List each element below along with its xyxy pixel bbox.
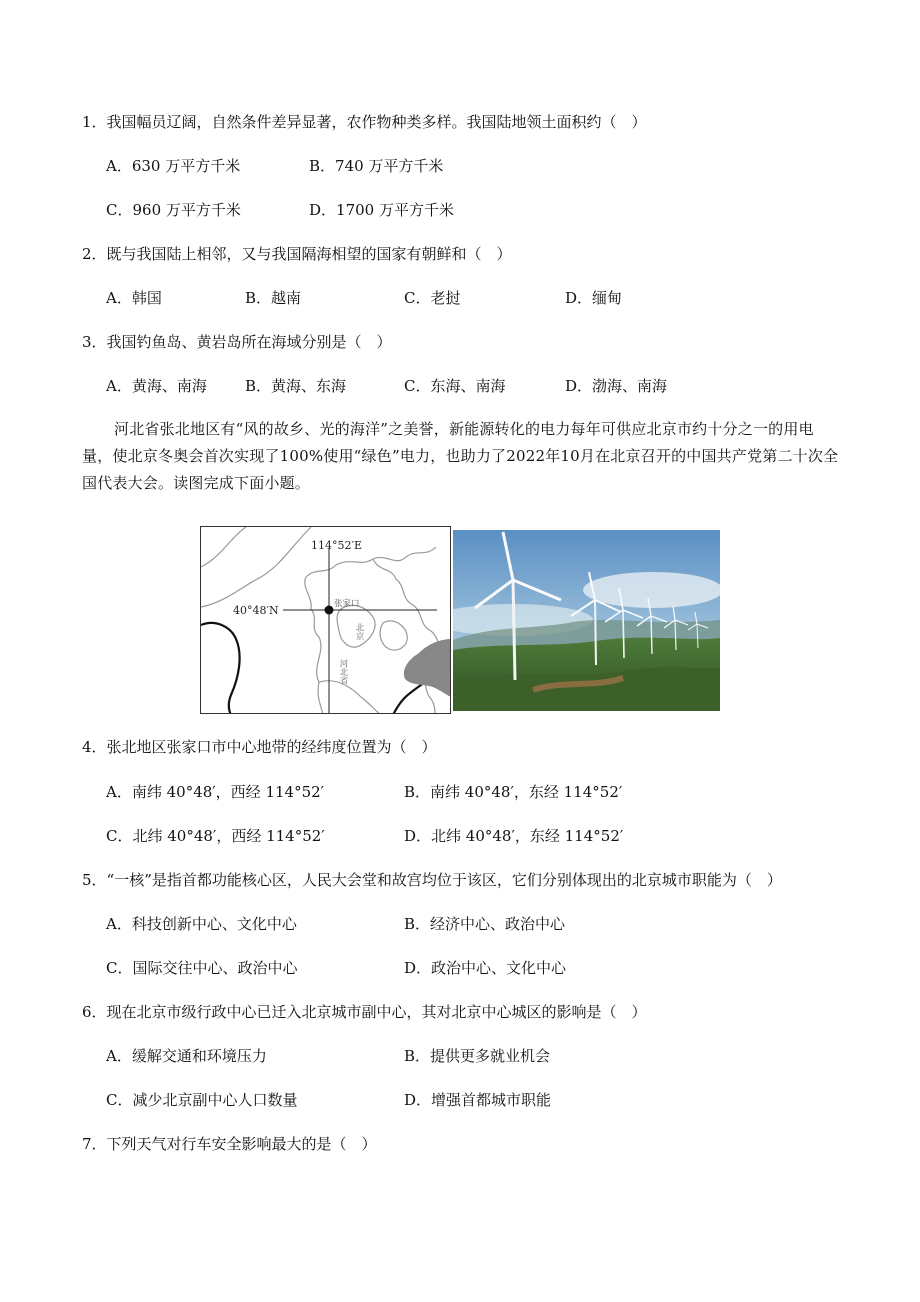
zhangjiakou-map: [200, 526, 451, 714]
question-stem: “一核”是指首都功能核心区，人民大会堂和故宫均位于该区，它们分别体现出的北京城市职能为（ ）: [106, 871, 782, 889]
latitude-label: 40°48′N: [233, 604, 279, 617]
wind-farm-photo: [453, 530, 720, 711]
city-label: 张家口: [334, 599, 360, 609]
option-5c[interactable]: C．国际交往中心、政治中心: [106, 959, 298, 977]
option-6a[interactable]: A．缓解交通和环境压力: [106, 1047, 267, 1065]
question-3: [82, 332, 392, 352]
option-6c[interactable]: C．减少北京副中心人口数量: [106, 1091, 298, 1109]
map-svg: [201, 527, 451, 714]
option-5a[interactable]: A．科技创新中心、文化中心: [106, 915, 297, 933]
option-6d[interactable]: D．增强首都城市职能: [404, 1091, 552, 1109]
beijing-label: 北京: [354, 623, 364, 640]
question-stem: 下列天气对行车安全影响最大的是（ ）: [106, 1135, 377, 1153]
question-number: 3．: [82, 333, 107, 351]
city-point: [325, 606, 334, 615]
option-4a[interactable]: A．南纬 40°48′，西经 114°52′: [106, 783, 325, 801]
question-stem: 现在北京市级行政中心已迁入北京城市副中心，其对北京中心城区的影响是（ ）: [106, 1003, 647, 1021]
option-4c[interactable]: C．北纬 40°48′，西经 114°52′: [106, 827, 325, 845]
question-number: 7．: [82, 1135, 107, 1153]
option-5d[interactable]: D．政治中心、文化中心: [404, 959, 567, 977]
option-5b[interactable]: B．经济中心、政治中心: [404, 915, 566, 933]
question-5: [82, 870, 782, 890]
option-1d[interactable]: D．1700 万平方千米: [309, 201, 454, 219]
reading-passage: 河北省张北地区有“风的故乡、光的海洋”之美誉，新能源转化的电力每年可供应北京市约十分之一的用电量，使北京冬奥会首次实现了100%使用“绿色”电力，也助力了2022年10月在北京召开的中国共产党第二十次全国代表大会。读图完成下面小题。: [82, 420, 839, 492]
question-7: [82, 1134, 377, 1154]
option-1a[interactable]: A．630 万平方千米: [106, 157, 241, 175]
question-6: [82, 1002, 647, 1022]
question-stem: 张北地区张家口市中心地带的经纬度位置为（ ）: [106, 738, 437, 756]
question-2: [82, 244, 512, 264]
question-number: 5．: [82, 871, 107, 889]
question-1: [82, 112, 647, 132]
question-stem: 我国钓鱼岛、黄岩岛所在海域分别是（ ）: [106, 333, 392, 351]
question-number: 1．: [82, 113, 107, 131]
option-2c[interactable]: C．老挝: [404, 289, 461, 307]
question-number: 4．: [82, 738, 107, 756]
option-2a[interactable]: A．韩国: [106, 289, 162, 307]
question-4: [82, 737, 437, 757]
wind-turbine-icon: [453, 530, 720, 711]
option-3a[interactable]: A．黄海、南海: [106, 377, 207, 395]
question-number: 2．: [82, 245, 107, 263]
option-1b[interactable]: B．740 万平方千米: [309, 157, 444, 175]
question-stem: 既与我国陆上相邻，又与我国隔海相望的国家有朝鲜和（ ）: [106, 245, 512, 263]
province-label: 河北省: [338, 659, 348, 685]
option-6b[interactable]: B．提供更多就业机会: [404, 1047, 551, 1065]
option-3c[interactable]: C．东海、南海: [404, 377, 506, 395]
question-stem: 我国幅员辽阔，自然条件差异显著，农作物种类多样。我国陆地领土面积约（ ）: [106, 113, 647, 131]
option-1c[interactable]: C．960 万平方千米: [106, 201, 241, 219]
longitude-label: 114°52′E: [311, 539, 363, 552]
option-4b[interactable]: B．南纬 40°48′，东经 114°52′: [404, 783, 623, 801]
option-3b[interactable]: B．黄海、东海: [245, 377, 347, 395]
option-2b[interactable]: B．越南: [245, 289, 302, 307]
option-2d[interactable]: D．缅甸: [565, 289, 623, 307]
option-3d[interactable]: D．渤海、南海: [565, 377, 668, 395]
option-4d[interactable]: D．北纬 40°48′，东经 114°52′: [404, 827, 624, 845]
question-number: 6．: [82, 1003, 107, 1021]
